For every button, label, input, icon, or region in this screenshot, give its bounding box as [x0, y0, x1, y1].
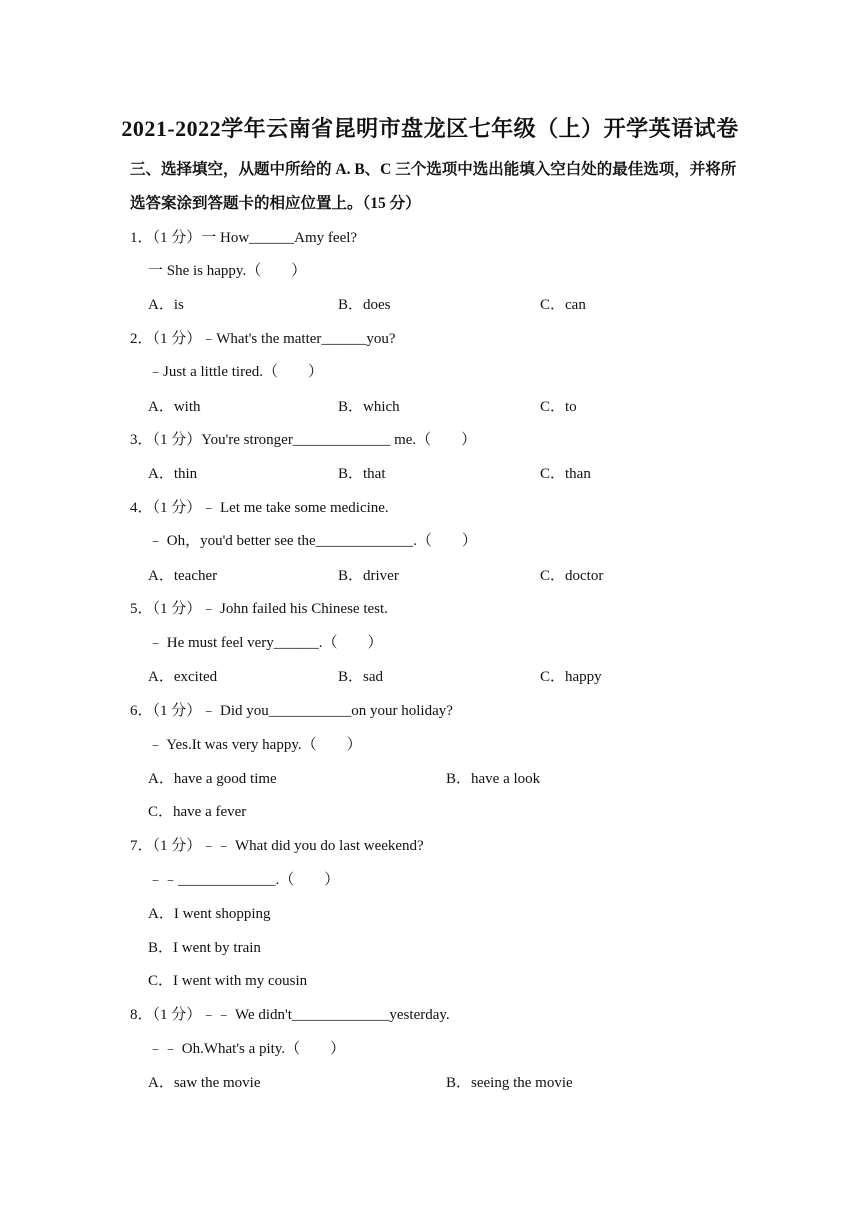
question-2-stem: 2．（1 分）﹣What's the matter______you?: [130, 331, 396, 347]
question-3-option-b: B．that: [338, 466, 386, 482]
question-3-option-c: C．than: [540, 466, 591, 482]
question-3-option-a: A．thin: [148, 466, 198, 482]
question-3-stem: 3．（1 分）You're stronger_____________ me.（ ）: [130, 432, 477, 448]
question-4-sub: ﹣ Oh，you'd better see the_____________.（ ）: [148, 533, 477, 549]
question-6-option-c: C．have a fever: [148, 804, 247, 820]
question-2-sub: ﹣Just a little tired.（ ）: [148, 364, 323, 380]
question-6-option-a: A．have a good time: [148, 771, 277, 787]
question-7-option-c: C．I went with my cousin: [148, 973, 308, 989]
question-5-sub: ﹣ He must feel very______.（ ）: [148, 635, 383, 651]
question-1-option-c: C．can: [540, 297, 586, 313]
question-4-option-b: B．driver: [338, 568, 399, 584]
question-7-option-b: B．I went by train: [148, 940, 261, 956]
question-4-stem: 4．（1 分）﹣ Let me take some medicine.: [130, 500, 389, 516]
question-8-option-a: A．saw the movie: [148, 1075, 261, 1091]
question-6-option-b: B．have a look: [446, 771, 541, 787]
question-1-option-a: A．is: [148, 297, 184, 313]
question-2-option-a: A．with: [148, 399, 201, 415]
question-5-stem: 5．（1 分）﹣ John failed his Chinese test.: [130, 601, 388, 617]
question-2-option-c: C．to: [540, 399, 577, 415]
question-5-option-c: C．happy: [540, 669, 602, 685]
question-7-option-a: A．I went shopping: [148, 906, 271, 922]
question-4-option-a: A．teacher: [148, 568, 218, 584]
page-title: 2021-2022学年云南省昆明市盘龙区七年级（上）开学英语试卷: [121, 116, 739, 141]
question-8-stem: 8．（1 分）﹣﹣ We didn't_____________yesterday.: [130, 1007, 450, 1023]
question-1-sub: 一 She is happy.（ ）: [148, 263, 307, 279]
section-instruction-line1: 三、选择填空，从题中所给的 A. B、C 三个选项中选出能填入空白处的最佳选项，并将所: [130, 161, 737, 178]
question-7-sub: ﹣﹣_____________.（ ）: [148, 872, 340, 888]
question-6-stem: 6．（1 分）﹣ Did you___________on your holiday?: [130, 703, 453, 719]
question-2-option-b: B．which: [338, 399, 400, 415]
question-8-option-b: B．seeing the movie: [446, 1075, 573, 1091]
question-5-option-a: A．excited: [148, 669, 218, 685]
question-6-sub: ﹣ Yes.It was very happy.（ ）: [148, 737, 362, 753]
question-4-option-c: C．doctor: [540, 568, 604, 584]
question-8-sub: ﹣﹣ Oh.What's a pity.（ ）: [148, 1041, 346, 1057]
section-instruction-line2: 选答案涂到答题卡的相应位置上。（15 分）: [130, 195, 421, 212]
question-5-option-b: B．sad: [338, 669, 384, 685]
question-1-option-b: B．does: [338, 297, 391, 313]
question-1-stem: 1．（1 分）一 How______Amy feel?: [130, 230, 358, 246]
question-7-stem: 7．（1 分）﹣﹣ What did you do last weekend?: [130, 838, 424, 854]
